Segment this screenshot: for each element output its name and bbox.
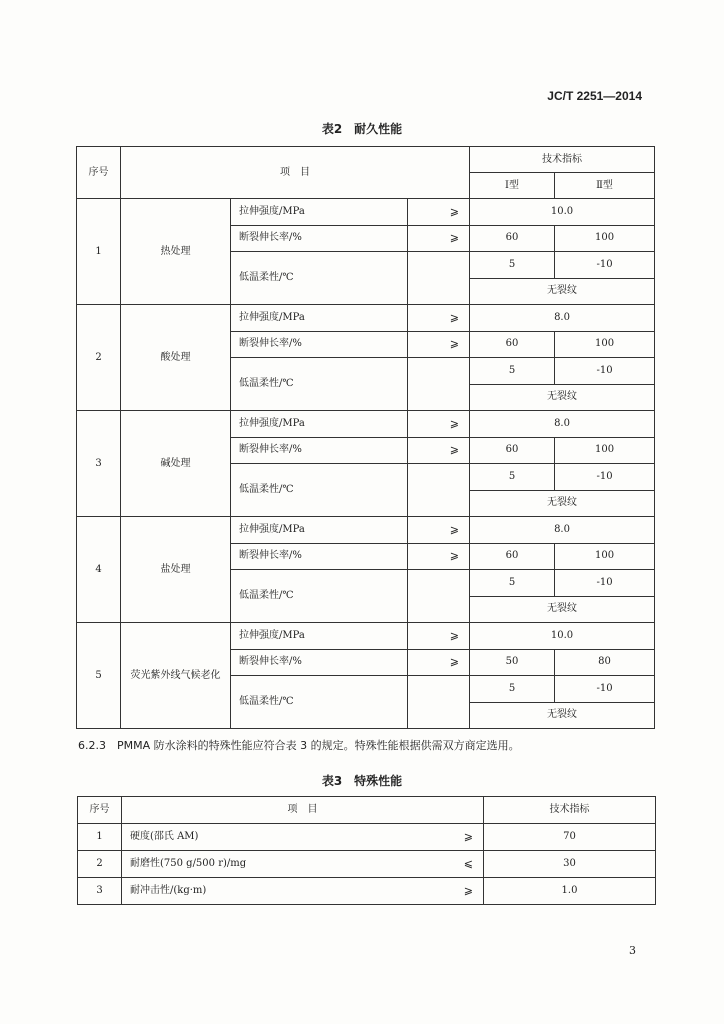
treatment-name: 碱处理	[121, 411, 231, 517]
spec-value-type1: 5	[470, 252, 555, 279]
spec-value-type2: 100	[555, 543, 655, 570]
spec-value-type2: 100	[555, 437, 655, 464]
row-number: 3	[77, 411, 121, 517]
table-row	[77, 305, 655, 332]
header-spec: 技术指标	[470, 147, 655, 173]
item-label: 低温柔性/℃	[231, 358, 408, 411]
clause-6-2-3: 6.2.3 PMMA 防水涂料的特殊性能应符合表 3 的规定。特殊性能根据供需双方商定选用。	[78, 739, 520, 752]
spec-value-type2: 100	[555, 225, 655, 252]
row-number: 5	[77, 623, 121, 729]
comparison-operator: ⩽	[444, 851, 484, 878]
spec-result: 无裂纹	[470, 702, 655, 729]
comparison-operator: ⩾	[408, 411, 470, 438]
empty-cell	[408, 570, 470, 623]
spec-result: 无裂纹	[470, 278, 655, 305]
spec-value-type1: 50	[470, 649, 555, 676]
empty-cell	[408, 464, 470, 517]
spec-value-type1: 60	[470, 543, 555, 570]
spec-value-type2: -10	[555, 464, 655, 491]
spec-value-type1: 60	[470, 225, 555, 252]
item-label: 断裂伸长率/%	[231, 331, 408, 358]
treatment-name: 荧光紫外线气候老化	[121, 623, 231, 729]
item-label: 低温柔性/℃	[231, 252, 408, 305]
item-label: 拉伸强度/MPa	[231, 199, 408, 226]
empty-cell	[408, 676, 470, 729]
spec-result: 无裂纹	[470, 384, 655, 411]
spec-value-type1: 5	[470, 464, 555, 491]
table-row	[78, 851, 656, 878]
item-label: 硬度(邵氏 AM)	[122, 824, 444, 851]
comparison-operator: ⩾	[444, 878, 484, 905]
page-number: 3	[629, 944, 636, 957]
spec-value: 30	[484, 851, 656, 878]
table-row	[77, 411, 655, 438]
header-item: 项 目	[121, 147, 470, 199]
header-type1: Ⅰ型	[470, 173, 555, 199]
treatment-name: 盐处理	[121, 517, 231, 623]
durability-table	[76, 146, 655, 729]
standard-code: JC/T 2251—2014	[547, 89, 642, 103]
spec-value: 10.0	[470, 199, 655, 226]
comparison-operator: ⩾	[408, 517, 470, 544]
table-row	[78, 824, 656, 851]
row-number: 2	[77, 305, 121, 411]
comparison-operator: ⩾	[408, 199, 470, 226]
spec-result: 无裂纹	[470, 596, 655, 623]
item-label: 断裂伸长率/%	[231, 543, 408, 570]
comparison-operator: ⩾	[408, 437, 470, 464]
comparison-operator: ⩾	[408, 543, 470, 570]
spec-result: 无裂纹	[470, 490, 655, 517]
item-label: 低温柔性/℃	[231, 570, 408, 623]
item-label: 低温柔性/℃	[231, 464, 408, 517]
spec-value-type2: 100	[555, 331, 655, 358]
item-label: 断裂伸长率/%	[231, 649, 408, 676]
spec-value: 8.0	[470, 411, 655, 438]
table3-caption: 表3 特殊性能	[321, 774, 403, 788]
header-seq: 序号	[77, 147, 121, 199]
comparison-operator: ⩾	[444, 824, 484, 851]
empty-cell	[408, 252, 470, 305]
item-label: 拉伸强度/MPa	[231, 411, 408, 438]
item-label: 拉伸强度/MPa	[231, 305, 408, 332]
spec-value: 8.0	[470, 517, 655, 544]
item-label: 耐磨性(750 g/500 r)/mg	[122, 851, 444, 878]
spec-value-type1: 5	[470, 676, 555, 703]
header-type2: Ⅱ型	[555, 173, 655, 199]
item-label: 耐冲击性/(kg·m)	[122, 878, 444, 905]
spec-value-type1: 60	[470, 437, 555, 464]
comparison-operator: ⩾	[408, 623, 470, 650]
spec-value-type2: -10	[555, 358, 655, 385]
table-row	[78, 878, 656, 905]
t3-header-spec: 技术指标	[484, 797, 656, 824]
comparison-operator: ⩾	[408, 649, 470, 676]
spec-value-type2: -10	[555, 570, 655, 597]
spec-value-type1: 5	[470, 358, 555, 385]
spec-value-type2: -10	[555, 252, 655, 279]
table-row	[77, 517, 655, 544]
item-label: 断裂伸长率/%	[231, 437, 408, 464]
spec-value: 1.0	[484, 878, 656, 905]
treatment-name: 热处理	[121, 199, 231, 305]
spec-value: 70	[484, 824, 656, 851]
spec-value-type2: 80	[555, 649, 655, 676]
t3-header-seq: 序号	[78, 797, 122, 824]
spec-value: 8.0	[470, 305, 655, 332]
special-properties-table	[77, 796, 656, 905]
comparison-operator: ⩾	[408, 331, 470, 358]
spec-value: 10.0	[470, 623, 655, 650]
table-row	[77, 623, 655, 650]
t3-header-item: 项 目	[122, 797, 484, 824]
row-number: 3	[78, 878, 122, 905]
row-number: 2	[78, 851, 122, 878]
treatment-name: 酸处理	[121, 305, 231, 411]
table2-caption: 表2 耐久性能	[321, 122, 403, 136]
item-label: 断裂伸长率/%	[231, 225, 408, 252]
item-label: 拉伸强度/MPa	[231, 623, 408, 650]
spec-value-type1: 5	[470, 570, 555, 597]
row-number: 1	[77, 199, 121, 305]
comparison-operator: ⩾	[408, 305, 470, 332]
comparison-operator: ⩾	[408, 225, 470, 252]
empty-cell	[408, 358, 470, 411]
row-number: 1	[78, 824, 122, 851]
spec-value-type2: -10	[555, 676, 655, 703]
item-label: 拉伸强度/MPa	[231, 517, 408, 544]
row-number: 4	[77, 517, 121, 623]
table-row	[77, 199, 655, 226]
spec-value-type1: 60	[470, 331, 555, 358]
item-label: 低温柔性/℃	[231, 676, 408, 729]
